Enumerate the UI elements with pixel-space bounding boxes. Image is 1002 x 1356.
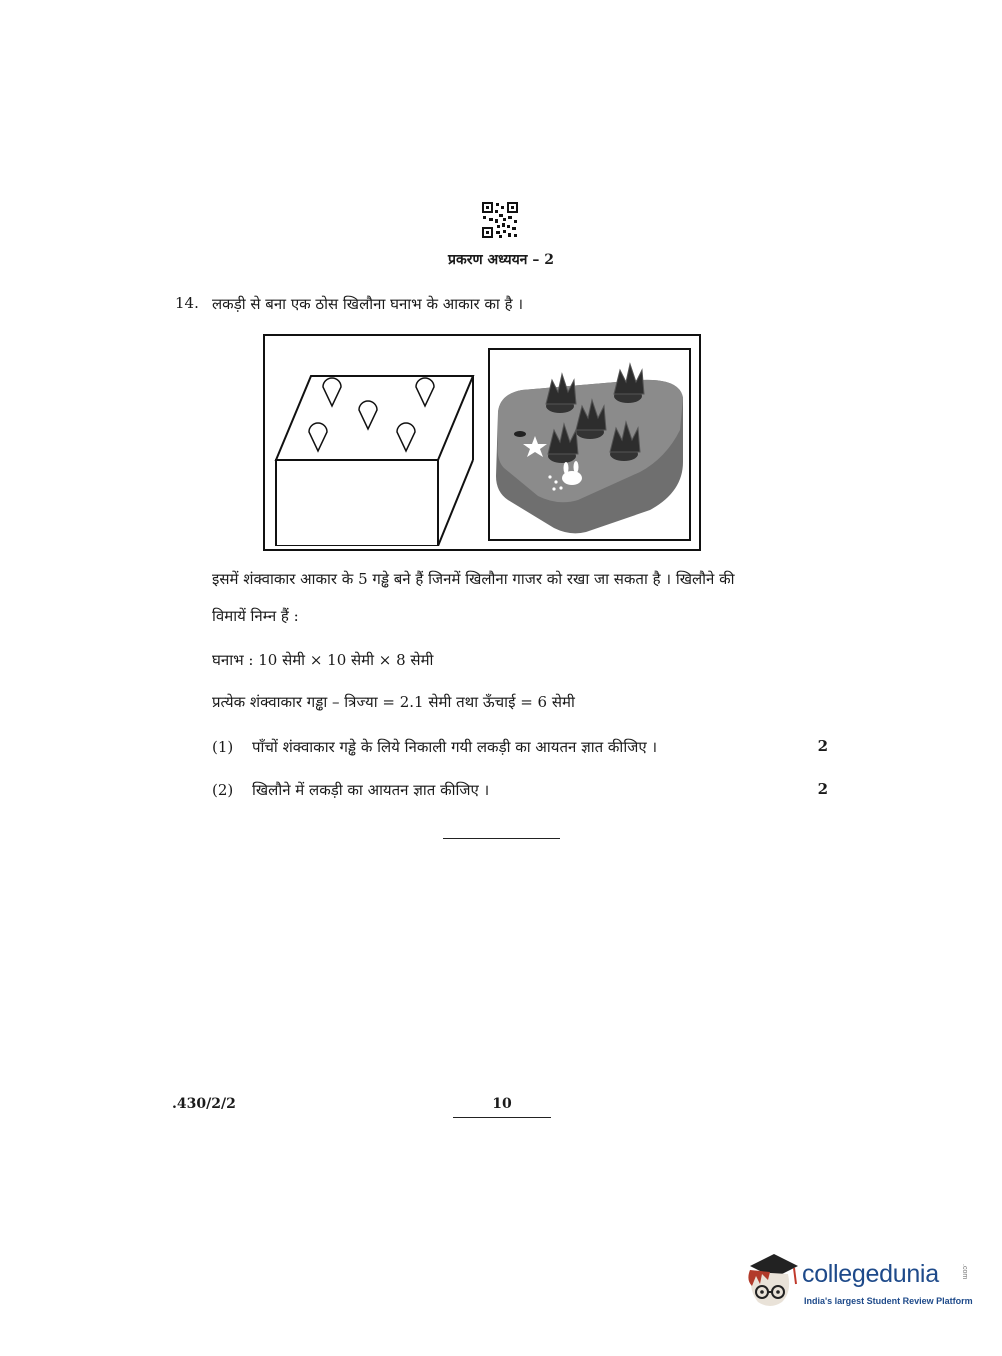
question-text: लकड़ी से बना एक ठोस खिलौना घनाभ के आकार का है । xyxy=(212,295,524,313)
subquestion-text: खिलौने में लकड़ी का आयतन ज्ञात कीजिए । xyxy=(252,781,490,799)
marks-2: 2 xyxy=(817,780,828,798)
qr-code-icon xyxy=(481,201,519,239)
question-number: 14. xyxy=(175,294,199,312)
toy-photo xyxy=(488,348,691,541)
marks-1: 2 xyxy=(817,737,828,755)
section-title: प्रकरण अध्ययन – 2 xyxy=(448,252,554,268)
cone-dimensions: प्रत्येक शंक्वाकार गड्ढा – त्रिज्या = 2.1 सेमी तथा ऊँचाई = 6 सेमी xyxy=(212,693,575,711)
page-number-underline xyxy=(453,1117,551,1118)
subquestion-text: पाँचों शंक्वाकार गड्ढे के लिये निकाली गयी लकड़ी का आयतन ज्ञात कीजिए । xyxy=(252,738,658,756)
paper-code: .430/2/2 xyxy=(172,1096,236,1112)
end-divider xyxy=(443,838,560,839)
collegedunia-logo xyxy=(744,1250,974,1314)
body-line-1: इसमें शंक्वाकार आकार के 5 गड्ढे बने हैं जिनमें खिलौना गाजर को रखा जा सकता है । खिलौने की xyxy=(212,570,735,588)
subquestion-2 xyxy=(212,780,489,800)
page-number: 10 xyxy=(492,1096,512,1112)
logo-domain: .com xyxy=(961,1264,968,1280)
logo-tagline: India's largest Student Review Platform xyxy=(804,1296,973,1306)
subquestion-number: (2) xyxy=(212,781,234,799)
toy-figure xyxy=(263,334,701,551)
cone-holes xyxy=(309,378,434,451)
cuboid-dimensions: घनाभ : 10 सेमी × 10 सेमी × 8 सेमी xyxy=(212,651,434,669)
subquestion-1 xyxy=(212,737,657,757)
logo-wordmark: collegedunia xyxy=(802,1260,939,1288)
mascot-icon xyxy=(744,1250,800,1312)
body-line-2: विमायें निम्न हैं : xyxy=(212,607,299,625)
cuboid-diagram xyxy=(271,346,476,546)
subquestion-number: (1) xyxy=(212,738,234,756)
